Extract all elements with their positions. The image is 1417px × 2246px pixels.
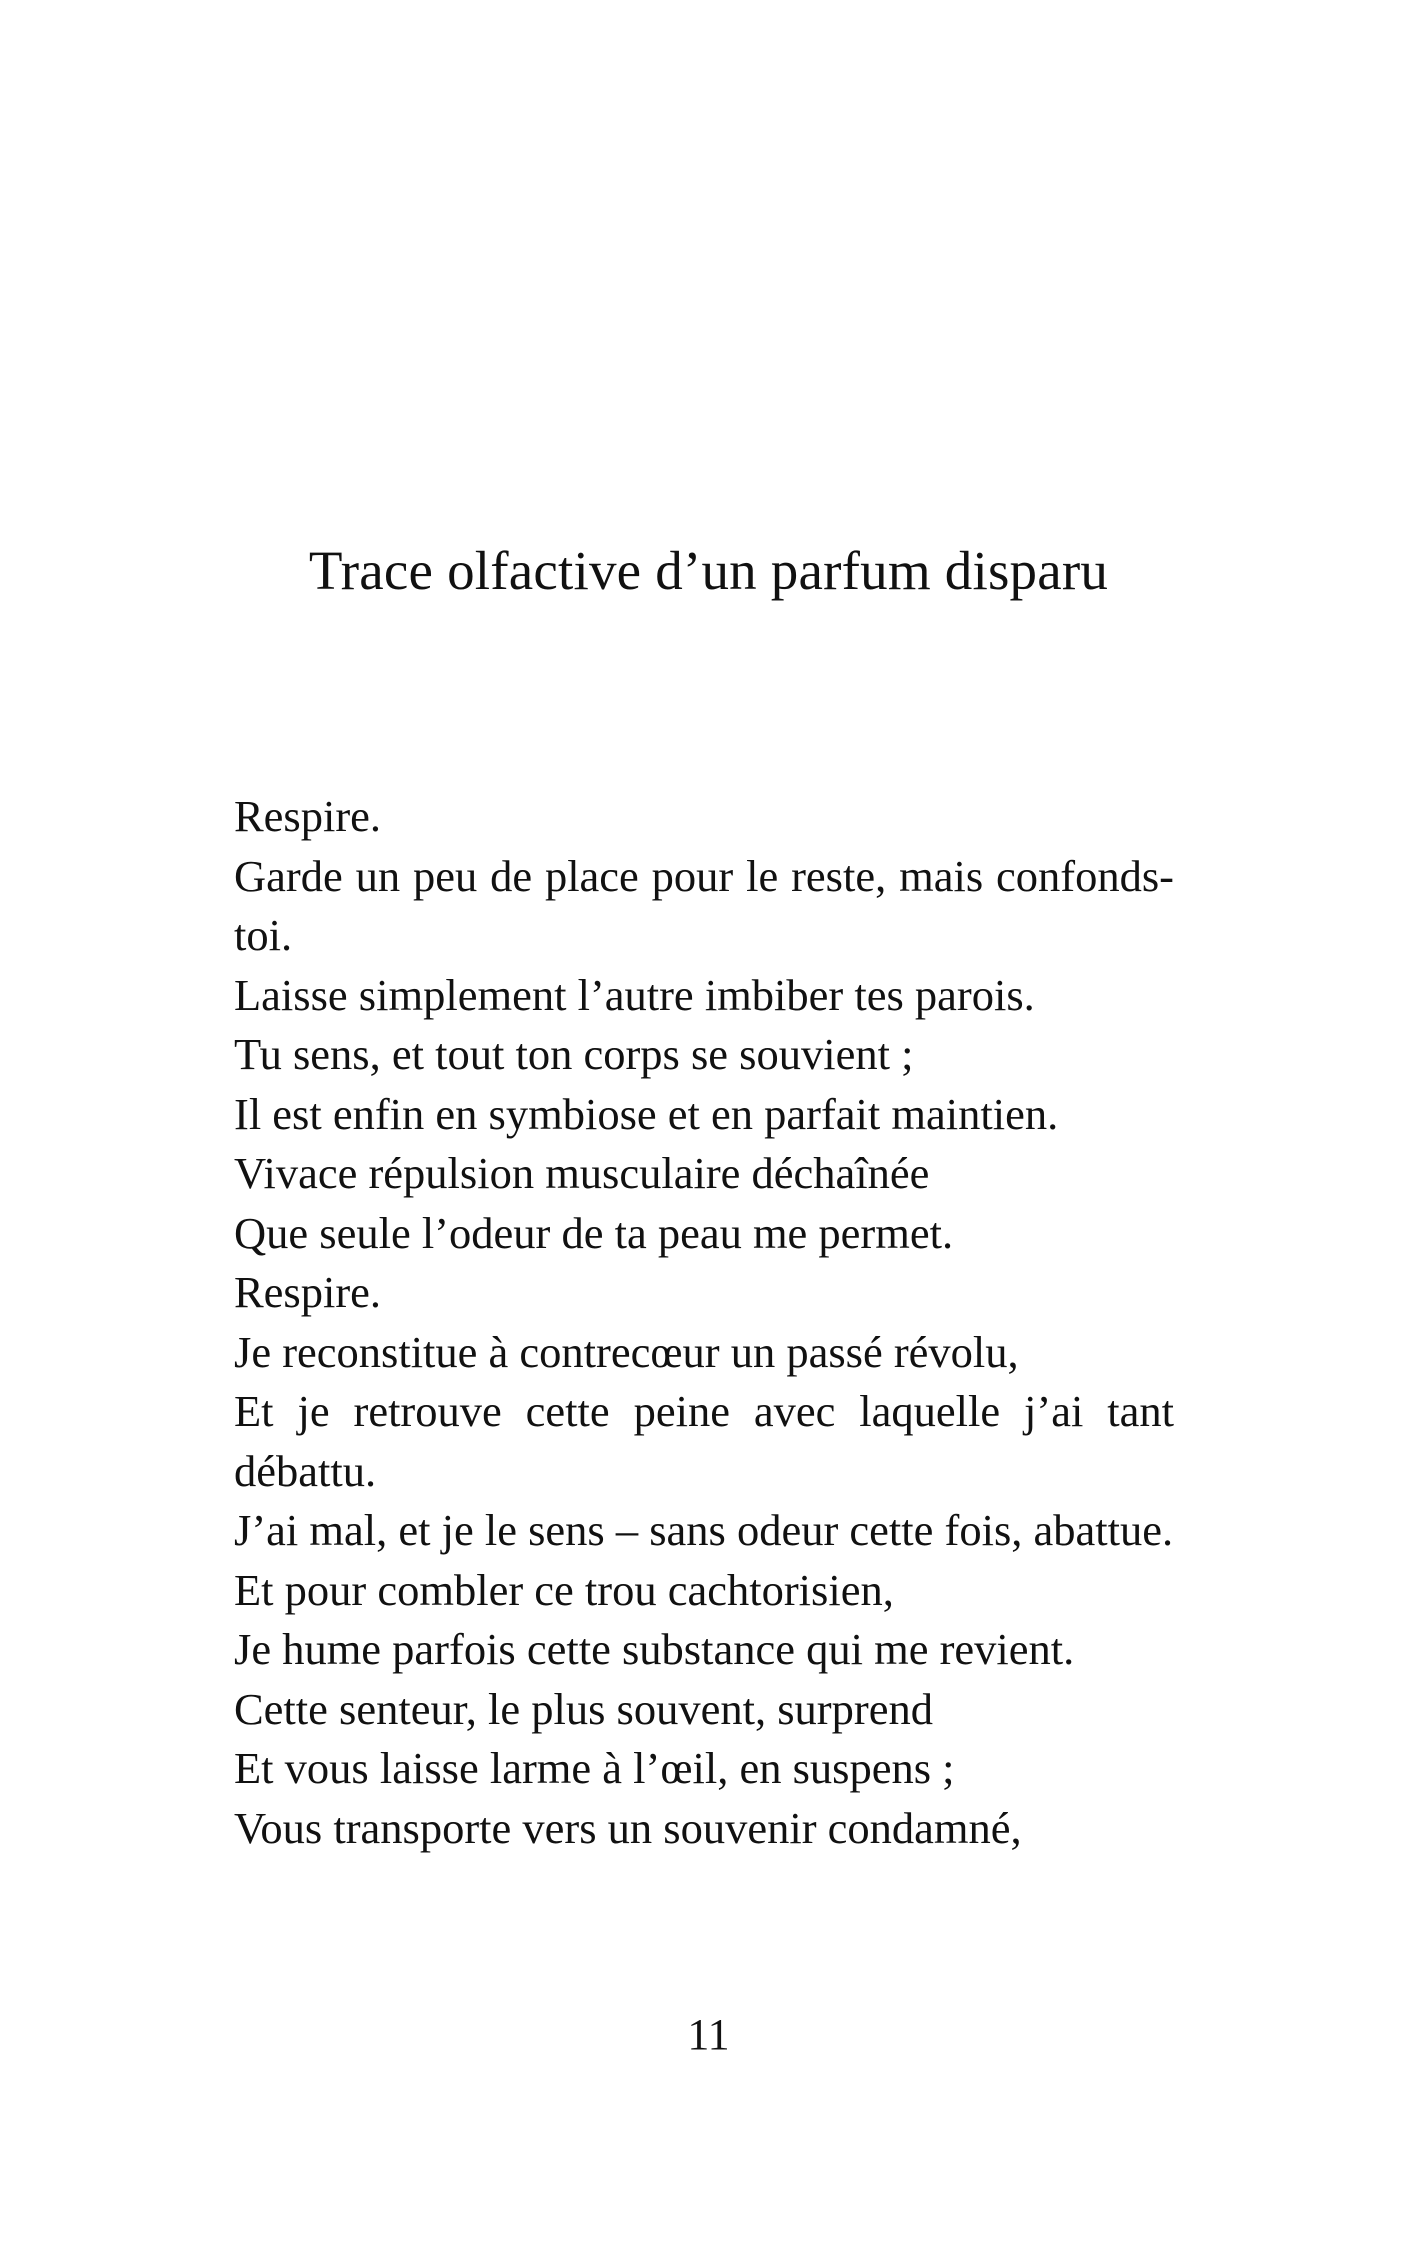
poem-title: Trace olfactive d’un parfum disparu [308, 540, 1109, 601]
poem-line: Je reconstitue à contrecœur un passé révolu, [234, 1326, 1019, 1377]
poem-body [234, 787, 1174, 1858]
poem-line: Garde un peu de place pour le reste, mais confonds-toi. [234, 850, 1174, 960]
poem-line: Que seule l’odeur de ta peau me permet. [234, 1207, 954, 1258]
poem-line: Je hume parfois cette substance qui me revient. [234, 1624, 1075, 1674]
poem-line: Laisse simplement l’autre imbiber tes parois. [234, 969, 1035, 1020]
poem-line: Il est enfin en symbiose et en parfait maintien. [234, 1088, 1059, 1139]
poem-line: Respire. [234, 1267, 382, 1317]
poem-line: Vivace répulsion musculaire déchaînée [234, 1148, 930, 1198]
poem-line: Respire. [234, 791, 382, 841]
poem-line: Et je retrouve cette peine avec laquelle j’ai tant débattu. [234, 1386, 1174, 1496]
poem-line: Vous transporte vers un souvenir condamné, [234, 1802, 1022, 1853]
poem-line: Tu sens, et tout ton corps se souvient ; [234, 1029, 914, 1079]
poem-line: J’ai mal, et je le sens – sans odeur cette fois, abattue. [234, 1505, 1174, 1555]
poem-line: Cette senteur, le plus souvent, surprend [234, 1683, 933, 1734]
poem-line: Et pour combler ce trou cachtorisien, [234, 1564, 894, 1615]
page-number: 11 [687, 2010, 730, 2059]
poem-line: Et vous laisse larme à l’œil, en suspens ; [234, 1743, 955, 1793]
